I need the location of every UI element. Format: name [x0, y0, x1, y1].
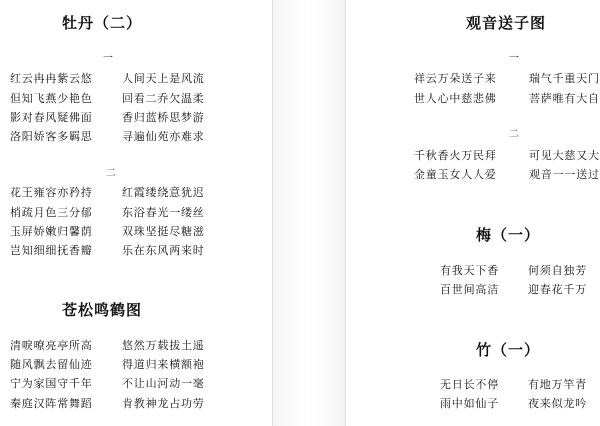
poem-line: 秦庭汉阵常舞蹈 [10, 397, 93, 410]
poem-line: 何须自独芳 [528, 264, 587, 277]
poem-line: 红云冉冉紫云悠 [10, 72, 93, 85]
section-number: 一 [103, 53, 113, 64]
poem-line: 世人心中慈悲佛 [414, 92, 497, 105]
poem-line: 无日长不停 [440, 378, 499, 391]
poem-line: 双珠坚挺尽糖滋 [122, 225, 205, 238]
poem-line: 洛阳娇客多羁思 [10, 130, 93, 143]
poem-title: 竹（一） [476, 341, 541, 359]
poem-line: 肯教神龙占功劳 [122, 397, 205, 410]
poem-line: 玉屏娇嫩归馨荫 [10, 225, 93, 238]
poem-line: 菩萨唯有大自 [529, 92, 600, 105]
poem-line: 不让山河动一毫 [122, 377, 205, 390]
right-page [346, 0, 600, 426]
poem-line: 雨中如仙子 [440, 397, 499, 410]
poem-line: 千秋香火万民拜 [414, 149, 497, 162]
left-page [0, 0, 272, 426]
poem-title: 观音送子图 [466, 14, 547, 32]
poem-line: 花王雍容亦矜持 [10, 186, 93, 199]
poem-line: 梢疏月色三分郁 [10, 206, 93, 219]
poem-line: 乐在东风两来时 [122, 244, 205, 257]
poem-title: 梅（一） [476, 226, 541, 244]
section-number: 二 [106, 168, 116, 179]
poem-line: 百世间高洁 [440, 283, 499, 296]
poem-line: 岂知细细抚香瓣 [10, 244, 93, 257]
poem-line: 随风飘去留仙迹 [10, 358, 93, 371]
section-number: 一 [509, 53, 519, 64]
poem-line: 瑞气千重天门 [529, 72, 600, 85]
poem-line: 迎春花千万 [528, 283, 587, 296]
poem-line: 寻遍仙苑亦难求 [122, 130, 205, 143]
poem-line: 回看二乔欠温柔 [122, 92, 205, 105]
poem-line: 得道归来横额袍 [122, 358, 205, 371]
poem-line: 人间天上是风流 [122, 72, 205, 85]
poem-line: 金童玉女人人爱 [414, 168, 497, 181]
poem-line: 祥云万朵送子来 [414, 72, 497, 85]
poem-line: 有地万竿青 [528, 378, 587, 391]
poem-line: 清唳嘹亮亭所高 [10, 339, 93, 352]
poem-line: 东浴春光一缕丝 [122, 206, 205, 219]
poem-line: 但知飞燕少艳色 [10, 92, 93, 105]
poem-line: 红霞缕绕意犹迟 [122, 186, 205, 199]
poem-line: 观音一一送过 [529, 168, 600, 181]
poem-title: 牡丹（二） [62, 14, 143, 32]
poem-line: 悠然万载拔土遥 [122, 339, 205, 352]
poem-line: 香归蓝桥思梦游 [122, 111, 205, 124]
section-number: 二 [509, 129, 519, 140]
page-edge [272, 0, 273, 426]
poem-line: 可见大慈又大 [529, 149, 600, 162]
poem-line: 有我天下香 [440, 264, 499, 277]
poem-line: 影对春风疑佛面 [10, 111, 93, 124]
poem-line: 宁为家国守千年 [10, 377, 93, 390]
book-gutter [272, 0, 346, 426]
poem-line: 夜来似龙吟 [528, 397, 587, 410]
poem-title: 苍松鸣鹤图 [62, 301, 143, 319]
